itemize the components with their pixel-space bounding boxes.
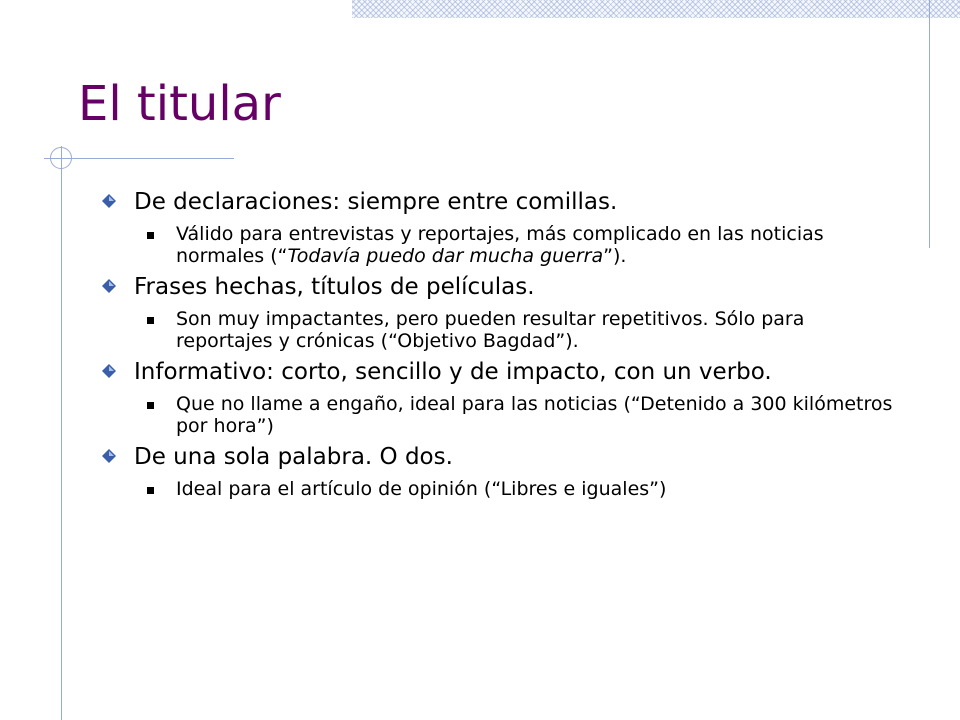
bullet-level-2 bbox=[176, 478, 900, 500]
title-underline bbox=[44, 158, 234, 159]
square-bullet-icon bbox=[147, 232, 154, 239]
list-item bbox=[100, 358, 900, 437]
left-accent-line bbox=[61, 146, 62, 720]
bullet-level-1 bbox=[100, 273, 900, 302]
bullet-text: De una sola palabra. O dos. bbox=[134, 444, 453, 470]
bullet-list bbox=[100, 188, 900, 506]
accent-circle bbox=[50, 147, 72, 169]
list-item bbox=[100, 443, 900, 500]
list-item bbox=[100, 273, 900, 352]
bullet-text: Informativo: corto, sencillo y de impacto, con un verbo. bbox=[134, 359, 772, 385]
square-bullet-icon bbox=[147, 402, 154, 409]
bullet-level-1 bbox=[100, 358, 900, 387]
bullet-level-1 bbox=[100, 443, 900, 472]
sub-bullet-italic: Todavía puedo dar mucha guerra bbox=[287, 245, 604, 267]
sub-bullet-text: Válido para entrevistas y reportajes, más complicado en las noticias normales (“ bbox=[176, 223, 824, 267]
list-item bbox=[100, 188, 900, 267]
bullet-level-2 bbox=[176, 308, 900, 352]
bullet-level-1 bbox=[100, 188, 900, 217]
header-hatch-band bbox=[352, 0, 960, 18]
sub-bullet-text: Que no llame a engaño, ideal para las noticias (“Detenido a 300 kilómetros por hora”) bbox=[176, 393, 893, 437]
bullet-text: Frases hechas, títulos de películas. bbox=[134, 274, 535, 300]
right-accent-line bbox=[929, 0, 930, 248]
bullet-level-2 bbox=[176, 393, 900, 437]
sub-bullet-text: Ideal para el artículo de opinión (“Libres e iguales”) bbox=[176, 478, 667, 500]
bullet-text: De declaraciones: siempre entre comillas. bbox=[134, 189, 618, 215]
slide-title: El titular bbox=[78, 76, 281, 132]
square-bullet-icon bbox=[147, 317, 154, 324]
diamond-bullet-icon bbox=[102, 194, 116, 208]
square-bullet-icon bbox=[147, 487, 154, 494]
bullet-level-2 bbox=[176, 223, 900, 267]
sub-bullet-text: Son muy impactantes, pero pueden resultar repetitivos. Sólo para reportajes y crónicas (“Objetivo Bagdad”). bbox=[176, 308, 805, 352]
sub-bullet-text-end: ”). bbox=[603, 245, 627, 267]
diamond-bullet-icon bbox=[102, 364, 116, 378]
diamond-bullet-icon bbox=[102, 449, 116, 463]
diamond-bullet-icon bbox=[102, 279, 116, 293]
